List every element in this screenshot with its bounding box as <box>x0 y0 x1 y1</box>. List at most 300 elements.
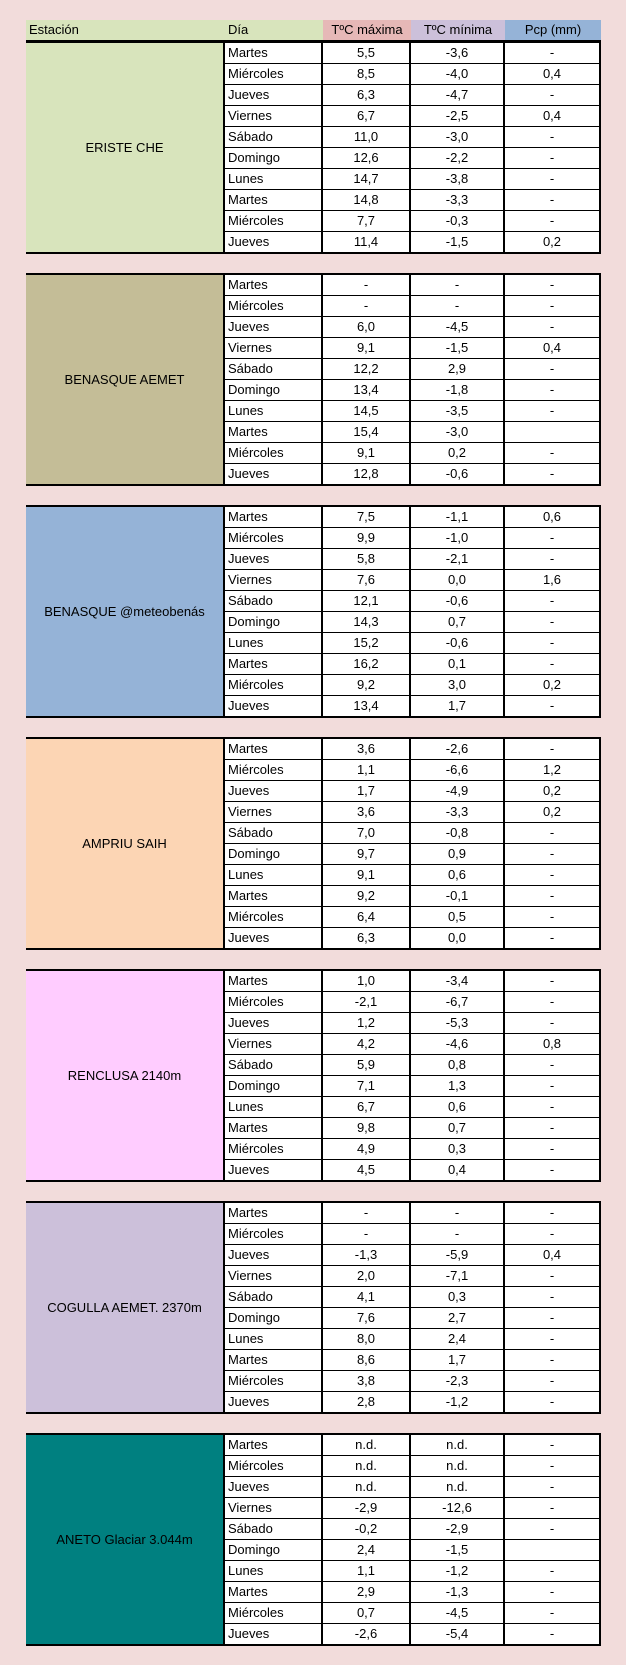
table-row <box>225 1266 601 1287</box>
day-cell: Miércoles <box>225 1603 323 1623</box>
tmax-cell: 9,7 <box>323 844 411 864</box>
tmin-cell: -6,6 <box>411 760 505 780</box>
table-row <box>225 1477 601 1498</box>
table-row <box>225 359 601 380</box>
table-row <box>225 1371 601 1392</box>
pcp-cell: 0,2 <box>505 781 601 801</box>
table-row <box>225 211 601 232</box>
pcp-cell: - <box>505 1561 601 1581</box>
tmax-cell: 6,3 <box>323 928 411 948</box>
pcp-cell: - <box>505 1097 601 1117</box>
pcp-cell: 0,6 <box>505 507 601 527</box>
day-cell: Viernes <box>225 106 323 126</box>
pcp-cell: - <box>505 591 601 611</box>
tmin-cell: - <box>411 1224 505 1244</box>
day-cell: Domingo <box>225 148 323 168</box>
pcp-cell: - <box>505 696 601 716</box>
station-block <box>26 1433 601 1646</box>
station-rows <box>225 1435 601 1644</box>
tmax-cell: - <box>323 296 411 316</box>
table-row <box>225 1624 601 1644</box>
tmax-cell: 6,4 <box>323 907 411 927</box>
station-rows <box>225 739 601 948</box>
tmin-cell: -1,3 <box>411 1582 505 1602</box>
day-cell: Jueves <box>225 1477 323 1497</box>
day-cell: Domingo <box>225 844 323 864</box>
station-name: BENASQUE AEMET <box>26 275 225 484</box>
table-row <box>225 886 601 907</box>
tmin-cell: -1,5 <box>411 1540 505 1560</box>
tmax-cell: 12,2 <box>323 359 411 379</box>
tmax-cell: 4,9 <box>323 1139 411 1159</box>
day-cell: Lunes <box>225 401 323 421</box>
table-row <box>225 275 601 296</box>
tmin-cell: -7,1 <box>411 1266 505 1286</box>
header-tmin: TºC mínima <box>411 20 505 41</box>
day-cell: Martes <box>225 43 323 63</box>
tmin-cell: -4,0 <box>411 64 505 84</box>
tmin-cell: 2,7 <box>411 1308 505 1328</box>
tmin-cell: -4,5 <box>411 317 505 337</box>
tmax-cell: 12,8 <box>323 464 411 484</box>
tmin-cell: 0,0 <box>411 928 505 948</box>
pcp-cell: - <box>505 380 601 400</box>
table-row <box>225 443 601 464</box>
table-row <box>225 106 601 127</box>
day-cell: Martes <box>225 654 323 674</box>
day-cell: Lunes <box>225 633 323 653</box>
pcp-cell: - <box>505 443 601 463</box>
day-cell: Domingo <box>225 1540 323 1560</box>
pcp-cell: 0,4 <box>505 106 601 126</box>
table-row <box>225 296 601 317</box>
tmin-cell: 0,6 <box>411 865 505 885</box>
day-cell: Domingo <box>225 1308 323 1328</box>
pcp-cell: 0,2 <box>505 802 601 822</box>
tmax-cell: 5,8 <box>323 549 411 569</box>
pcp-cell: 0,8 <box>505 1034 601 1054</box>
day-cell: Miércoles <box>225 1139 323 1159</box>
pcp-cell: - <box>505 296 601 316</box>
tmax-cell: 7,0 <box>323 823 411 843</box>
day-cell: Domingo <box>225 612 323 632</box>
header-day: Día <box>225 20 323 41</box>
station-name: ERISTE CHE <box>26 43 225 252</box>
tmax-cell: - <box>323 275 411 295</box>
pcp-cell: - <box>505 886 601 906</box>
tmin-cell: 2,9 <box>411 359 505 379</box>
pcp-cell: - <box>505 1287 601 1307</box>
day-cell: Miércoles <box>225 211 323 231</box>
pcp-cell: - <box>505 971 601 991</box>
tmin-cell: -3,8 <box>411 169 505 189</box>
tmax-cell: 2,4 <box>323 1540 411 1560</box>
table-row <box>225 739 601 760</box>
day-cell: Miércoles <box>225 907 323 927</box>
pcp-cell: - <box>505 739 601 759</box>
pcp-cell: - <box>505 992 601 1012</box>
tmax-cell: 9,2 <box>323 886 411 906</box>
tmin-cell: n.d. <box>411 1456 505 1476</box>
pcp-cell <box>505 422 601 442</box>
day-cell: Martes <box>225 1582 323 1602</box>
day-cell: Lunes <box>225 1329 323 1349</box>
tmin-cell: 0,7 <box>411 612 505 632</box>
pcp-cell: - <box>505 1266 601 1286</box>
tmax-cell: 9,1 <box>323 443 411 463</box>
table-row <box>225 232 601 252</box>
pcp-cell: - <box>505 1624 601 1644</box>
tmax-cell: -2,1 <box>323 992 411 1012</box>
pcp-cell: - <box>505 1392 601 1412</box>
pcp-cell: 0,4 <box>505 64 601 84</box>
tmax-cell: 12,6 <box>323 148 411 168</box>
tmax-cell: 1,0 <box>323 971 411 991</box>
tmin-cell: -1,2 <box>411 1392 505 1412</box>
pcp-cell <box>505 1540 601 1560</box>
tmin-cell: -12,6 <box>411 1498 505 1518</box>
tmin-cell: -1,8 <box>411 380 505 400</box>
station-name: ANETO Glaciar 3.044m <box>26 1435 225 1644</box>
day-cell: Jueves <box>225 1624 323 1644</box>
table-row <box>225 1287 601 1308</box>
table-row <box>225 528 601 549</box>
pcp-cell: - <box>505 1498 601 1518</box>
pcp-cell: - <box>505 528 601 548</box>
tmax-cell: 14,7 <box>323 169 411 189</box>
table-row <box>225 1139 601 1160</box>
day-cell: Viernes <box>225 570 323 590</box>
pcp-cell: - <box>505 1435 601 1455</box>
day-cell: Jueves <box>225 317 323 337</box>
tmin-cell: 3,0 <box>411 675 505 695</box>
tmax-cell: 2,8 <box>323 1392 411 1412</box>
table-row <box>225 401 601 422</box>
tmin-cell: -0,6 <box>411 591 505 611</box>
pcp-cell: 0,4 <box>505 338 601 358</box>
tmin-cell: - <box>411 296 505 316</box>
weather-table <box>26 20 601 1665</box>
day-cell: Viernes <box>225 802 323 822</box>
tmax-cell: 8,6 <box>323 1350 411 1370</box>
station-name: AMPRIU SAIH <box>26 739 225 948</box>
day-cell: Miércoles <box>225 296 323 316</box>
pcp-cell: - <box>505 1603 601 1623</box>
day-cell: Miércoles <box>225 992 323 1012</box>
tmax-cell: 15,2 <box>323 633 411 653</box>
tmin-cell: -6,7 <box>411 992 505 1012</box>
tmin-cell: 2,4 <box>411 1329 505 1349</box>
table-row <box>225 380 601 401</box>
day-cell: Sábado <box>225 1519 323 1539</box>
table-row <box>225 971 601 992</box>
station-block <box>26 273 601 486</box>
table-row <box>225 1456 601 1477</box>
tmax-cell: 7,1 <box>323 1076 411 1096</box>
table-row <box>225 127 601 148</box>
tmin-cell: -4,5 <box>411 1603 505 1623</box>
tmin-cell: n.d. <box>411 1435 505 1455</box>
tmin-cell: -5,9 <box>411 1245 505 1265</box>
tmax-cell: 1,1 <box>323 760 411 780</box>
pcp-cell: - <box>505 1350 601 1370</box>
pcp-cell: - <box>505 169 601 189</box>
day-cell: Miércoles <box>225 443 323 463</box>
table-row <box>225 1160 601 1180</box>
tmax-cell: -1,3 <box>323 1245 411 1265</box>
day-cell: Sábado <box>225 591 323 611</box>
day-cell: Domingo <box>225 1076 323 1096</box>
day-cell: Martes <box>225 1350 323 1370</box>
tmin-cell: -0,8 <box>411 823 505 843</box>
table-row <box>225 612 601 633</box>
tmin-cell: 0,8 <box>411 1055 505 1075</box>
station-rows <box>225 43 601 252</box>
pcp-cell: - <box>505 1076 601 1096</box>
table-row <box>225 654 601 675</box>
tmax-cell: 1,2 <box>323 1013 411 1033</box>
pcp-cell: 1,2 <box>505 760 601 780</box>
tmax-cell: 5,5 <box>323 43 411 63</box>
pcp-cell: - <box>505 1329 601 1349</box>
station-name: COGULLA AEMET. 2370m <box>26 1203 225 1412</box>
tmin-cell: 1,7 <box>411 1350 505 1370</box>
tmax-cell: 0,7 <box>323 1603 411 1623</box>
pcp-cell: 1,6 <box>505 570 601 590</box>
tmin-cell: -1,5 <box>411 338 505 358</box>
tmin-cell: -3,0 <box>411 422 505 442</box>
day-cell: Viernes <box>225 338 323 358</box>
tmax-cell: 2,0 <box>323 1266 411 1286</box>
tmin-cell: -0,3 <box>411 211 505 231</box>
table-row <box>225 992 601 1013</box>
tmax-cell: - <box>323 1224 411 1244</box>
tmin-cell: -1,1 <box>411 507 505 527</box>
table-row <box>225 1498 601 1519</box>
tmin-cell: -5,3 <box>411 1013 505 1033</box>
table-row <box>225 802 601 823</box>
table-row <box>225 1540 601 1561</box>
pcp-cell: - <box>505 928 601 948</box>
header-pcp: Pcp (mm) <box>505 20 601 41</box>
day-cell: Miércoles <box>225 1224 323 1244</box>
tmax-cell: 8,5 <box>323 64 411 84</box>
table-row <box>225 1034 601 1055</box>
tmax-cell: 11,0 <box>323 127 411 147</box>
header-tmax: TºC máxima <box>323 20 411 41</box>
pcp-cell: - <box>505 823 601 843</box>
day-cell: Viernes <box>225 1266 323 1286</box>
tmax-cell: 16,2 <box>323 654 411 674</box>
day-cell: Martes <box>225 1435 323 1455</box>
tmin-cell: -3,0 <box>411 127 505 147</box>
tmax-cell: 6,0 <box>323 317 411 337</box>
tmin-cell: -2,2 <box>411 148 505 168</box>
station-block <box>26 41 601 254</box>
tmin-cell: -3,3 <box>411 190 505 210</box>
day-cell: Jueves <box>225 1245 323 1265</box>
day-cell: Jueves <box>225 85 323 105</box>
tmin-cell: 0,3 <box>411 1139 505 1159</box>
tmax-cell: -2,9 <box>323 1498 411 1518</box>
pcp-cell: - <box>505 43 601 63</box>
day-cell: Martes <box>225 1203 323 1223</box>
tmax-cell: 6,7 <box>323 106 411 126</box>
day-cell: Viernes <box>225 1498 323 1518</box>
tmax-cell: -0,2 <box>323 1519 411 1539</box>
tmax-cell: 6,3 <box>323 85 411 105</box>
table-row <box>225 464 601 484</box>
pcp-cell: - <box>505 654 601 674</box>
day-cell: Martes <box>225 422 323 442</box>
tmin-cell: 0,2 <box>411 443 505 463</box>
table-row <box>225 1097 601 1118</box>
pcp-cell: - <box>505 85 601 105</box>
day-cell: Martes <box>225 739 323 759</box>
tmin-cell: -1,5 <box>411 232 505 252</box>
tmax-cell: 15,4 <box>323 422 411 442</box>
tmin-cell: n.d. <box>411 1477 505 1497</box>
tmax-cell: 14,8 <box>323 190 411 210</box>
tmax-cell: 9,9 <box>323 528 411 548</box>
pcp-cell: - <box>505 1371 601 1391</box>
tmax-cell: 7,6 <box>323 1308 411 1328</box>
day-cell: Sábado <box>225 359 323 379</box>
tmax-cell: 7,5 <box>323 507 411 527</box>
tmin-cell: - <box>411 1203 505 1223</box>
tmin-cell: 1,7 <box>411 696 505 716</box>
pcp-cell: - <box>505 907 601 927</box>
table-row <box>225 1329 601 1350</box>
tmax-cell: 13,4 <box>323 696 411 716</box>
table-row <box>225 1561 601 1582</box>
tmin-cell: -3,3 <box>411 802 505 822</box>
tmax-cell: 14,3 <box>323 612 411 632</box>
day-cell: Jueves <box>225 464 323 484</box>
table-row <box>225 907 601 928</box>
day-cell: Martes <box>225 507 323 527</box>
pcp-cell: - <box>505 1582 601 1602</box>
pcp-cell: - <box>505 359 601 379</box>
table-row <box>225 781 601 802</box>
day-cell: Miércoles <box>225 528 323 548</box>
tmin-cell: -4,9 <box>411 781 505 801</box>
tmax-cell: 4,5 <box>323 1160 411 1180</box>
station-rows <box>225 971 601 1180</box>
pcp-cell: - <box>505 148 601 168</box>
station-name: BENASQUE @meteobenás <box>26 507 225 716</box>
pcp-cell: - <box>505 1224 601 1244</box>
tmax-cell: 12,1 <box>323 591 411 611</box>
tmax-cell: 4,2 <box>323 1034 411 1054</box>
tmax-cell: 7,6 <box>323 570 411 590</box>
pcp-cell: - <box>505 1160 601 1180</box>
pcp-cell: - <box>505 1308 601 1328</box>
tmax-cell: 9,8 <box>323 1118 411 1138</box>
day-cell: Lunes <box>225 169 323 189</box>
pcp-cell: - <box>505 317 601 337</box>
pcp-cell: - <box>505 865 601 885</box>
tmax-cell: -2,6 <box>323 1624 411 1644</box>
table-row <box>225 844 601 865</box>
day-cell: Jueves <box>225 928 323 948</box>
tmax-cell: 1,1 <box>323 1561 411 1581</box>
day-cell: Miércoles <box>225 760 323 780</box>
station-blocks <box>26 41 601 1646</box>
table-row <box>225 823 601 844</box>
station-block <box>26 505 601 718</box>
tmin-cell: -0,6 <box>411 464 505 484</box>
tmin-cell: -2,3 <box>411 1371 505 1391</box>
tmax-cell: 11,4 <box>323 232 411 252</box>
table-row <box>225 317 601 338</box>
station-rows <box>225 1203 601 1412</box>
tmax-cell: 1,7 <box>323 781 411 801</box>
pcp-cell: - <box>505 1055 601 1075</box>
day-cell: Sábado <box>225 1287 323 1307</box>
table-row <box>225 85 601 106</box>
tmax-cell: 6,7 <box>323 1097 411 1117</box>
pcp-cell: - <box>505 190 601 210</box>
day-cell: Domingo <box>225 380 323 400</box>
pcp-cell: - <box>505 401 601 421</box>
table-row <box>225 633 601 654</box>
table-row <box>225 1308 601 1329</box>
table-row <box>225 570 601 591</box>
day-cell: Miércoles <box>225 1371 323 1391</box>
station-name: RENCLUSA 2140m <box>26 971 225 1180</box>
pcp-cell: - <box>505 549 601 569</box>
table-row <box>225 338 601 359</box>
pcp-cell: - <box>505 1519 601 1539</box>
day-cell: Sábado <box>225 1055 323 1075</box>
tmax-cell: 5,9 <box>323 1055 411 1075</box>
table-row <box>225 1055 601 1076</box>
pcp-cell: - <box>505 1203 601 1223</box>
tmax-cell: n.d. <box>323 1477 411 1497</box>
day-cell: Lunes <box>225 1097 323 1117</box>
tmin-cell: -2,5 <box>411 106 505 126</box>
tmin-cell: -3,6 <box>411 43 505 63</box>
tmin-cell: -1,2 <box>411 1561 505 1581</box>
tmin-cell: -3,5 <box>411 401 505 421</box>
tmin-cell: 0,7 <box>411 1118 505 1138</box>
tmin-cell: -4,6 <box>411 1034 505 1054</box>
table-row <box>225 1076 601 1097</box>
tmax-cell: 3,6 <box>323 802 411 822</box>
tmin-cell: 0,6 <box>411 1097 505 1117</box>
tmin-cell: 0,4 <box>411 1160 505 1180</box>
tmax-cell: 9,2 <box>323 675 411 695</box>
tmax-cell: 4,1 <box>323 1287 411 1307</box>
tmin-cell: 0,9 <box>411 844 505 864</box>
pcp-cell: - <box>505 1456 601 1476</box>
tmin-cell: -1,0 <box>411 528 505 548</box>
day-cell: Martes <box>225 886 323 906</box>
table-row <box>225 1203 601 1224</box>
day-cell: Jueves <box>225 1392 323 1412</box>
tmax-cell: n.d. <box>323 1456 411 1476</box>
table-row <box>225 865 601 886</box>
header-row <box>26 20 601 41</box>
table-row <box>225 507 601 528</box>
pcp-cell: 0,2 <box>505 675 601 695</box>
station-rows <box>225 507 601 716</box>
day-cell: Sábado <box>225 127 323 147</box>
table-row <box>225 928 601 948</box>
pcp-cell: 0,4 <box>505 1245 601 1265</box>
pcp-cell: - <box>505 1118 601 1138</box>
